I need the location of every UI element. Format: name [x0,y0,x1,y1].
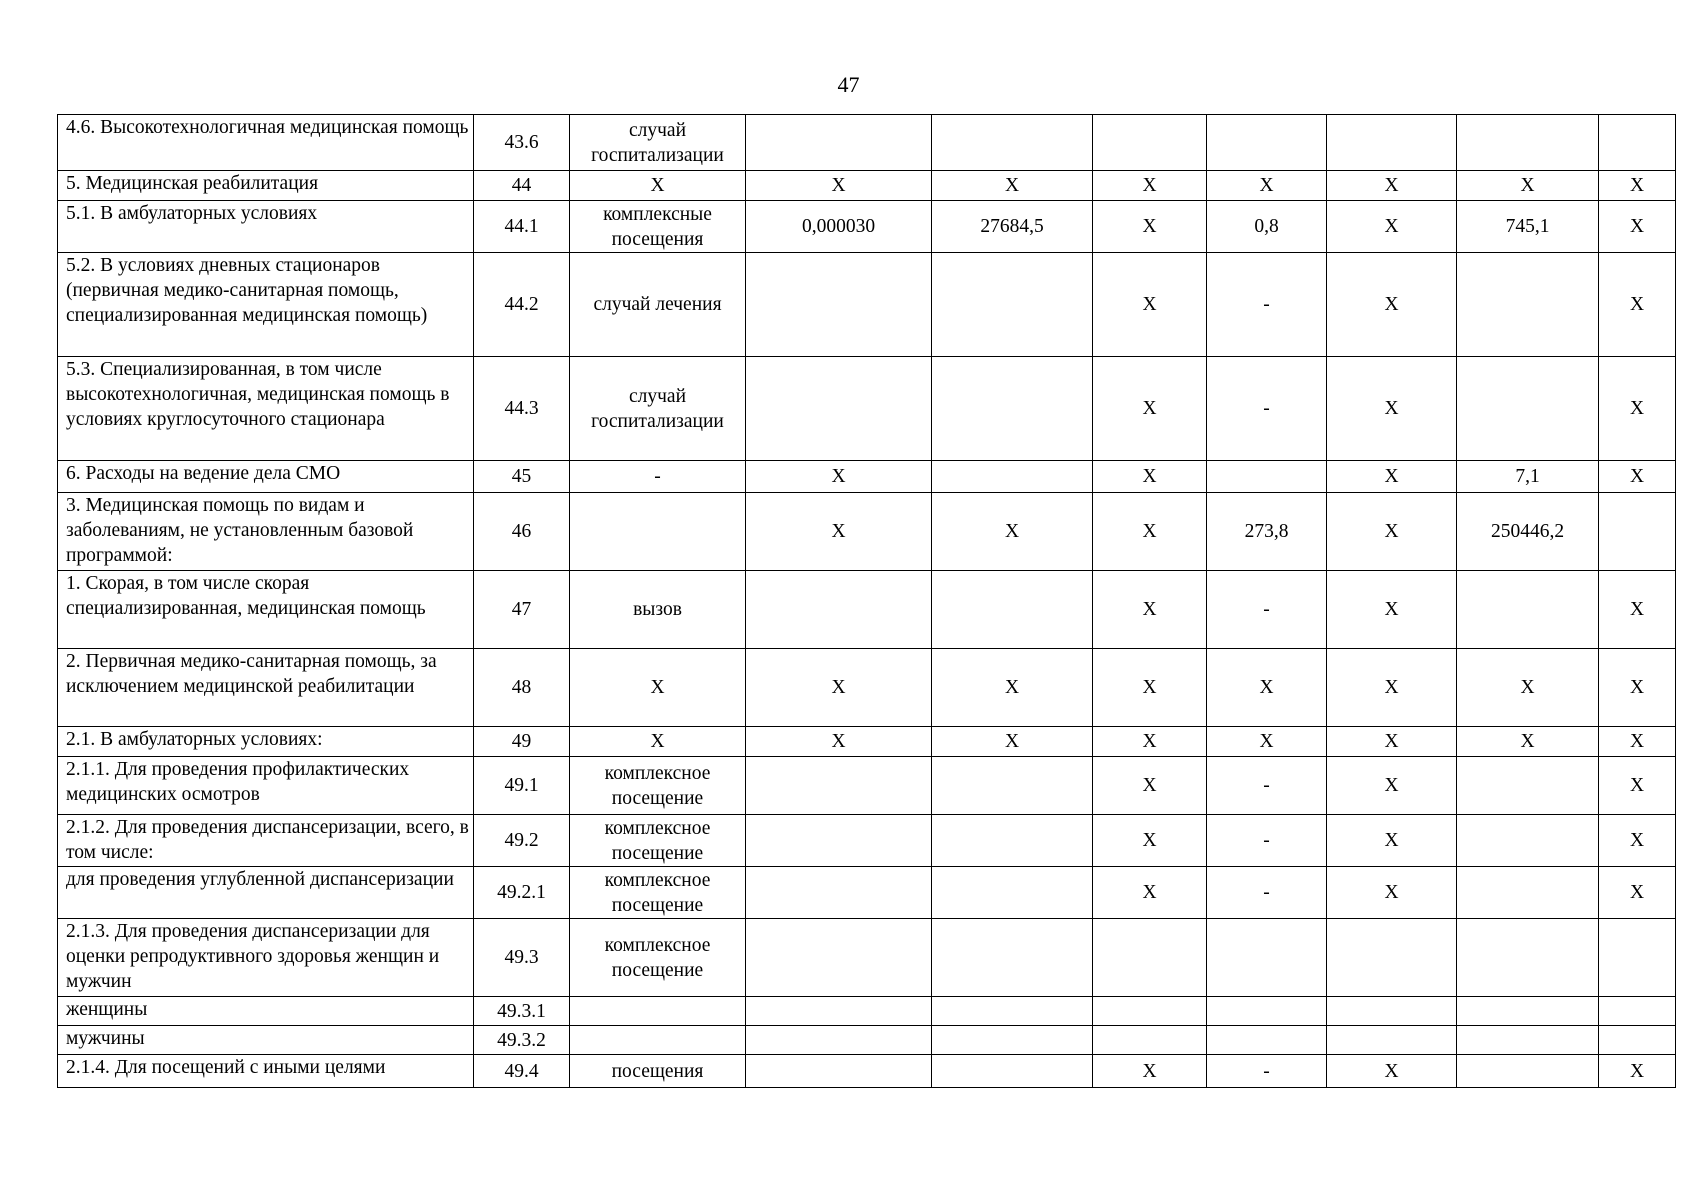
table-row [58,357,1676,461]
cell-col4 [746,115,932,171]
cell-col9: 250446,2 [1457,493,1599,571]
cell-col6: X [1093,867,1207,919]
cell-col9: X [1457,727,1599,757]
row-name: 5.1. В амбулаторных условиях [58,201,474,253]
cell-col9: X [1457,171,1599,201]
cell-col6: X [1093,571,1207,649]
row-code: 44.3 [474,357,570,461]
row-name: 2.1.4. Для посещений с иными целями [58,1055,474,1088]
table-row [58,727,1676,757]
row-code: 49.2 [474,815,570,867]
row-code: 49.2.1 [474,867,570,919]
cell-col10: X [1599,357,1676,461]
cell-col7: - [1207,815,1327,867]
row-code: 49.1 [474,757,570,815]
row-unit: комплексные посещения [570,201,746,253]
cell-col8 [1327,997,1457,1026]
cell-col5: X [932,649,1093,727]
row-name: 4.6. Высокотехнологичная медицинская помощь [58,115,474,171]
cell-col4: X [746,493,932,571]
cell-col10: X [1599,201,1676,253]
row-unit: X [570,649,746,727]
cell-col9 [1457,757,1599,815]
cell-col6: X [1093,727,1207,757]
row-code: 46 [474,493,570,571]
cell-col4 [746,357,932,461]
cell-col7: X [1207,727,1327,757]
cell-col9 [1457,253,1599,357]
cell-col8: X [1327,815,1457,867]
cell-col9 [1457,997,1599,1026]
cell-col7: - [1207,357,1327,461]
cell-col5: X [932,493,1093,571]
cell-col5 [932,1055,1093,1088]
cell-col4 [746,867,932,919]
row-unit: комплексное посещение [570,815,746,867]
cell-col10: X [1599,171,1676,201]
cell-col10: X [1599,571,1676,649]
cell-col7 [1207,115,1327,171]
row-name: 6. Расходы на ведение дела СМО [58,461,474,493]
cell-col5 [932,867,1093,919]
row-unit: случай госпитализации [570,115,746,171]
cell-col5 [932,919,1093,997]
cell-col10 [1599,1026,1676,1055]
cell-col8: X [1327,461,1457,493]
cell-col6 [1093,919,1207,997]
table-row [58,815,1676,867]
row-code: 49.4 [474,1055,570,1088]
row-name: 2.1.1. Для проведения профилактических медицинских осмотров [58,757,474,815]
cell-col8 [1327,919,1457,997]
cell-col9 [1457,357,1599,461]
row-unit [570,997,746,1026]
cell-col4 [746,253,932,357]
cell-col5 [932,1026,1093,1055]
cell-col6: X [1093,493,1207,571]
row-code: 47 [474,571,570,649]
cell-col4: X [746,461,932,493]
cell-col8: X [1327,253,1457,357]
cell-col5: X [932,171,1093,201]
cell-col4: 0,000030 [746,201,932,253]
cell-col10: X [1599,727,1676,757]
row-name: 2.1.3. Для проведения диспансеризации для оценки репродуктивного здоровья женщин и мужчин [58,919,474,997]
row-code: 48 [474,649,570,727]
cell-col4 [746,815,932,867]
cell-col5: X [932,727,1093,757]
cell-col10 [1599,919,1676,997]
cell-col7 [1207,461,1327,493]
cell-col4 [746,757,932,815]
cell-col9 [1457,115,1599,171]
cell-col5 [932,571,1093,649]
cell-col7: - [1207,867,1327,919]
row-unit: комплексное посещение [570,919,746,997]
cell-col10: X [1599,253,1676,357]
cell-col9 [1457,1055,1599,1088]
table-row [58,171,1676,201]
row-code: 49.3 [474,919,570,997]
row-code: 43.6 [474,115,570,171]
cell-col6: X [1093,649,1207,727]
cell-col5 [932,253,1093,357]
cell-col10: X [1599,815,1676,867]
page-number: 47 [837,72,860,97]
row-unit: вызов [570,571,746,649]
cell-col8: X [1327,649,1457,727]
row-code: 44 [474,171,570,201]
cell-col6: X [1093,461,1207,493]
cell-col9: 7,1 [1457,461,1599,493]
table-row [58,493,1676,571]
table-body [58,115,1676,1088]
table-row [58,115,1676,171]
row-name: 2.1.2. Для проведения диспансеризации, всего, в том числе: [58,815,474,867]
cell-col7: - [1207,571,1327,649]
row-unit [570,493,746,571]
row-unit [570,1026,746,1055]
table-row [58,867,1676,919]
cell-col7: X [1207,171,1327,201]
cell-col4: X [746,649,932,727]
row-name: 2.1. В амбулаторных условиях: [58,727,474,757]
cell-col10: X [1599,1055,1676,1088]
row-name: 3. Медицинская помощь по видам и заболеваниям, не установленным базовой программой: [58,493,474,571]
cell-col8: X [1327,357,1457,461]
cell-col6: X [1093,757,1207,815]
cell-col7: - [1207,253,1327,357]
cell-col5 [932,357,1093,461]
cell-col6 [1093,1026,1207,1055]
cell-col10 [1599,997,1676,1026]
cell-col8: X [1327,867,1457,919]
cell-col9: X [1457,649,1599,727]
cell-col7: 0,8 [1207,201,1327,253]
row-name: 5.3. Специализированная, в том числе высокотехнологичная, медицинская помощь в условиях круглосуточного стационара [58,357,474,461]
cell-col6: X [1093,253,1207,357]
table-row [58,253,1676,357]
row-name: 2. Первичная медико-санитарная помощь, за исключением медицинской реабилитации [58,649,474,727]
cell-col6: X [1093,815,1207,867]
cell-col9: 745,1 [1457,201,1599,253]
cell-col10: X [1599,867,1676,919]
cell-col5 [932,115,1093,171]
cell-col4 [746,919,932,997]
cell-col5 [932,461,1093,493]
cell-col8: X [1327,493,1457,571]
cell-col4 [746,571,932,649]
row-code: 49.3.2 [474,1026,570,1055]
cell-col8: X [1327,727,1457,757]
table-row [58,997,1676,1026]
cell-col8: X [1327,1055,1457,1088]
cell-col9 [1457,919,1599,997]
cell-col4: X [746,171,932,201]
table-row [58,571,1676,649]
cell-col6: X [1093,1055,1207,1088]
cell-col8 [1327,1026,1457,1055]
row-unit: комплексное посещение [570,867,746,919]
cell-col8: X [1327,201,1457,253]
cell-col7: - [1207,1055,1327,1088]
cell-col6: X [1093,171,1207,201]
cell-col4: X [746,727,932,757]
cell-col7 [1207,1026,1327,1055]
row-code: 44.2 [474,253,570,357]
cell-col10 [1599,493,1676,571]
cell-col7 [1207,997,1327,1026]
row-unit: X [570,727,746,757]
cell-col5 [932,757,1093,815]
row-unit: посещения [570,1055,746,1088]
table-row [58,1055,1676,1088]
row-name: 5.2. В условиях дневных стационаров (первичная медико-санитарная помощь, специализированная медицинская помощь) [58,253,474,357]
cell-col10: X [1599,461,1676,493]
row-name: для проведения углубленной диспансеризации [58,867,474,919]
cell-col4 [746,1055,932,1088]
row-code: 49 [474,727,570,757]
cell-col7: X [1207,649,1327,727]
row-unit: комплексное посещение [570,757,746,815]
row-unit: - [570,461,746,493]
row-name: мужчины [58,1026,474,1055]
cell-col5 [932,997,1093,1026]
row-code: 44.1 [474,201,570,253]
cell-col9 [1457,815,1599,867]
row-name: 1. Скорая, в том числе скорая специализированная, медицинская помощь [58,571,474,649]
row-code: 49.3.1 [474,997,570,1026]
cell-col10: X [1599,757,1676,815]
cell-col8: X [1327,571,1457,649]
cell-col8: X [1327,757,1457,815]
cell-col10: X [1599,649,1676,727]
cell-col7 [1207,919,1327,997]
cell-col5 [932,815,1093,867]
cell-col4 [746,997,932,1026]
cell-col10 [1599,115,1676,171]
table-row [58,1026,1676,1055]
cell-col9 [1457,1026,1599,1055]
cell-col6: X [1093,201,1207,253]
cell-col6 [1093,115,1207,171]
table-row [58,461,1676,493]
row-unit: случай госпитализации [570,357,746,461]
cell-col8 [1327,115,1457,171]
table-row [58,649,1676,727]
cell-col8: X [1327,171,1457,201]
cell-col5: 27684,5 [932,201,1093,253]
cell-col4 [746,1026,932,1055]
table-row [58,201,1676,253]
row-name: женщины [58,997,474,1026]
cell-col7: - [1207,757,1327,815]
row-code: 45 [474,461,570,493]
row-unit: X [570,171,746,201]
table-row [58,919,1676,997]
table-row [58,757,1676,815]
cell-col9 [1457,867,1599,919]
data-table [57,114,1676,1088]
cell-col9 [1457,571,1599,649]
cell-col6 [1093,997,1207,1026]
cell-col7: 273,8 [1207,493,1327,571]
row-name: 5. Медицинская реабилитация [58,171,474,201]
cell-col6: X [1093,357,1207,461]
row-unit: случай лечения [570,253,746,357]
